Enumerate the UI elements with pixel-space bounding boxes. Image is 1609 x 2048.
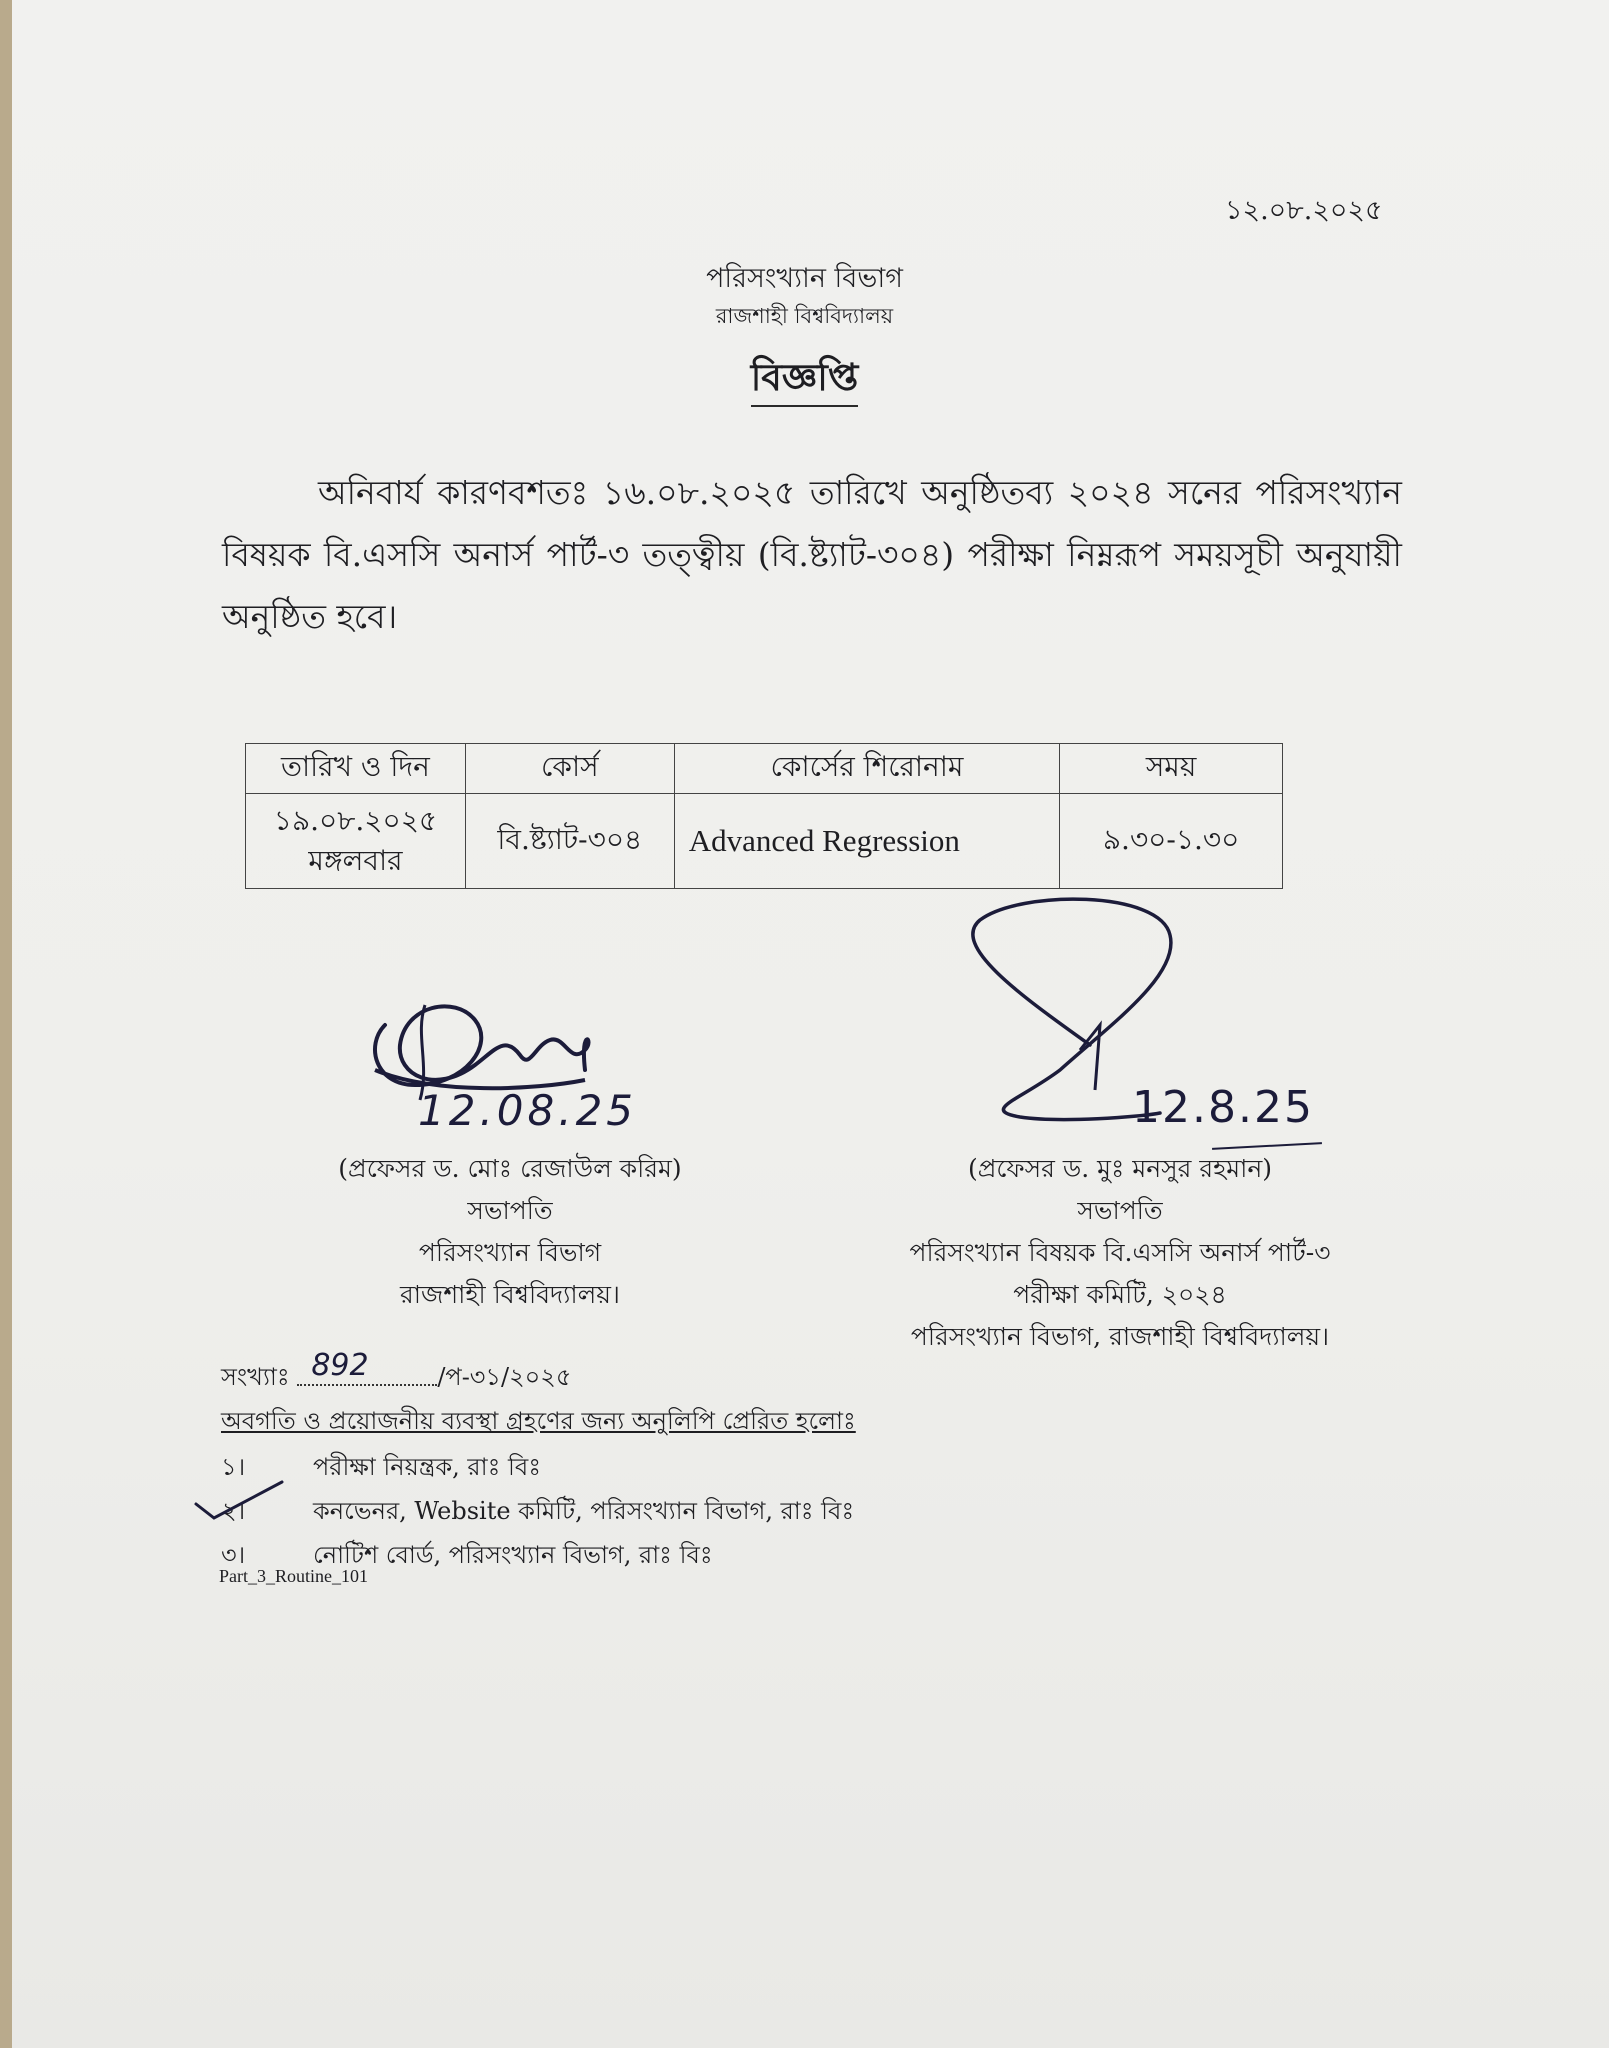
copy-list bbox=[221, 1445, 854, 1577]
copy-heading: অবগতি ও প্রয়োজনীয় ব্যবস্থা গ্রহণের জন্য অনুলিপি প্রেরিত হলোঃ bbox=[221, 1407, 856, 1435]
header-time: সময় bbox=[1060, 744, 1283, 794]
header-course-title: কোর্সের শিরোনাম bbox=[674, 744, 1059, 794]
right-signatory-line1: পরিসংখ্যান বিষয়ক বি.এসসি অনার্স পার্ট-৩ bbox=[909, 1238, 1331, 1267]
left-signature-date: 12.08.25 bbox=[418, 1086, 638, 1135]
notice-body: অনিবার্য কারণবশতঃ ১৬.০৮.২০২৫ তারিখে অনুষ্ঠিতব্য ২০২৪ সনের পরিসংখ্যান বিষয়ক বি.এসসি অনার্স পার্ট-৩ তত্ত্বীয় (বি.ষ্ট্যাট-৩০৪) পরীক্ষা নিম্নরূপ সময়সূচী অনুযায়ী অনুষ্ঠিত হবে। bbox=[222, 473, 1402, 636]
cell-date: ১৯.০৮.২০২৫ bbox=[273, 804, 438, 837]
list-item-number: ৩। bbox=[221, 1541, 246, 1569]
footer-code: Part_3_Routine_101 bbox=[219, 1566, 368, 1586]
memo-number-line bbox=[221, 1348, 572, 1399]
cell-course-title: Advanced Regression bbox=[674, 794, 1059, 889]
notice-title: বিজ্ঞপ্তি bbox=[0, 348, 1609, 411]
right-signatory-line2: পরীক্ষা কমিটি, ২০২৪ bbox=[1013, 1280, 1227, 1309]
cell-date-day bbox=[246, 794, 466, 889]
cell-day: মঙ্গলবার bbox=[308, 844, 403, 877]
check-mark bbox=[192, 1476, 292, 1526]
list-item bbox=[221, 1489, 854, 1533]
table-header-row bbox=[246, 744, 1283, 794]
left-signatory bbox=[280, 1148, 740, 1316]
notice-date: ১২.০৮.২০২৫ bbox=[1225, 195, 1383, 226]
table-row bbox=[246, 794, 1283, 889]
cell-time: ৯.৩০-১.৩০ bbox=[1060, 794, 1283, 889]
list-item-text: নোটিশ বোর্ড, পরিসংখ্যান বিভাগ, রাঃ বিঃ bbox=[313, 1541, 713, 1569]
department-heading: পরিসংখ্যান বিভাগ bbox=[706, 263, 903, 294]
memo-suffix: /প-৩১/২০২৫ bbox=[437, 1363, 572, 1391]
schedule-table bbox=[245, 743, 1283, 889]
left-signatory-designation: সভাপতি bbox=[467, 1196, 553, 1225]
left-signatory-name: (প্রফেসর ড. মোঃ রেজাউল করিম) bbox=[338, 1154, 682, 1183]
cell-course: বি.ষ্ট্যাট-৩০৪ bbox=[465, 794, 674, 889]
header-course: কোর্স bbox=[465, 744, 674, 794]
list-item-text: পরীক্ষা নিয়ন্ত্রক, রাঃ বিঃ bbox=[313, 1453, 542, 1481]
right-signatory bbox=[840, 1148, 1400, 1358]
right-signatory-designation: সভাপতি bbox=[1077, 1196, 1163, 1225]
right-signatory-name: (প্রফেসর ড. মুঃ মনসুর রহমান) bbox=[967, 1154, 1273, 1183]
header-date-day: তারিখ ও দিন bbox=[246, 744, 466, 794]
right-signatory-line3: পরিসংখ্যান বিভাগ, রাজশাহী বিশ্ববিদ্যালয়। bbox=[910, 1322, 1330, 1351]
memo-label: সংখ্যাঃ bbox=[221, 1363, 290, 1391]
memo-handwritten-number: 892 bbox=[311, 1348, 369, 1383]
left-signatory-dept: পরিসংখ্যান বিভাগ bbox=[418, 1238, 602, 1267]
list-item-text: কনভেনর, Website কমিটি, পরিসংখ্যান বিভাগ, রাঃ বিঃ bbox=[313, 1497, 855, 1525]
university-heading: রাজশাহী বিশ্ববিদ্যালয় bbox=[715, 304, 894, 328]
left-signatory-university: রাজশাহী বিশ্ববিদ্যালয়। bbox=[400, 1280, 620, 1309]
list-item bbox=[221, 1445, 854, 1489]
list-item-number: ১। bbox=[221, 1453, 246, 1481]
memo-blank bbox=[297, 1348, 437, 1386]
list-item-number: ২। bbox=[221, 1497, 246, 1525]
right-signature-date: 12.8.25 bbox=[1132, 1082, 1314, 1133]
